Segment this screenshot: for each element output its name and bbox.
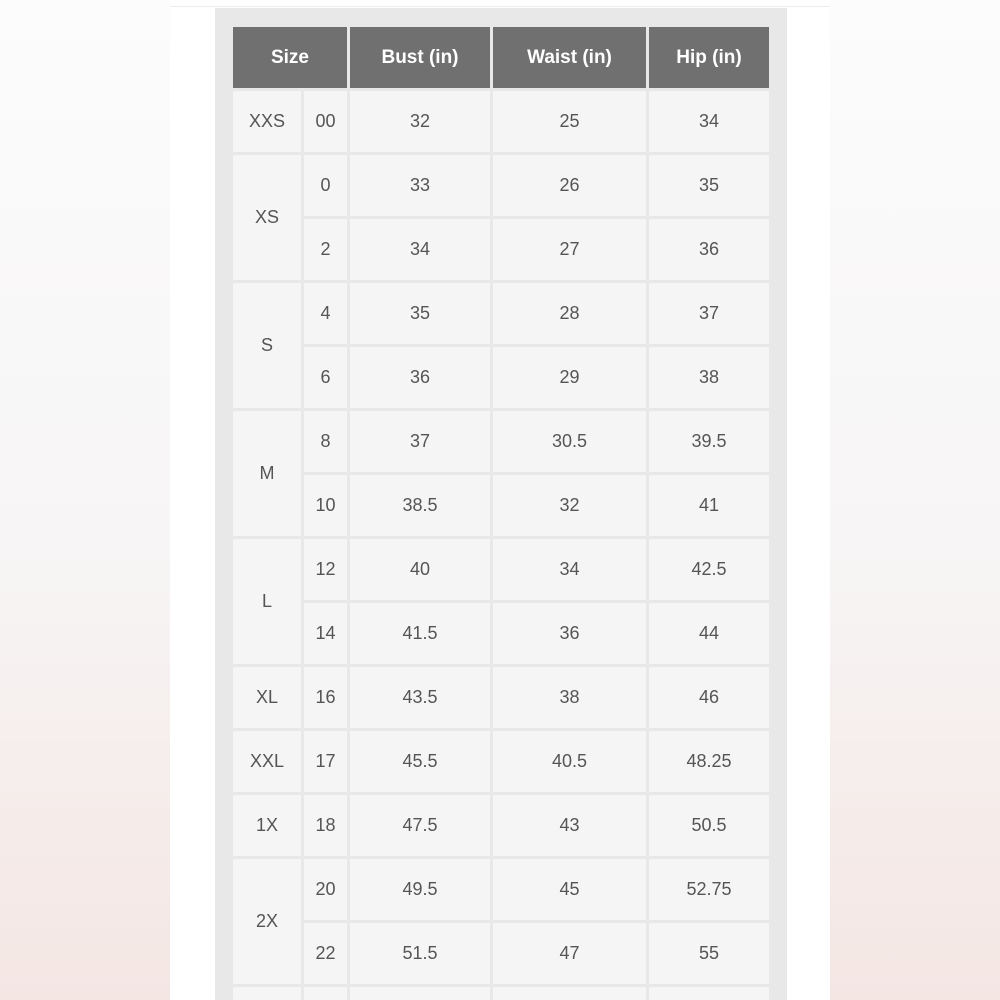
table-row [233, 603, 769, 664]
table-body [233, 91, 769, 1000]
table-row [233, 539, 769, 600]
table-row [233, 411, 769, 472]
size-number-cell: 4 [304, 283, 347, 344]
top-divider [170, 6, 830, 7]
size-chart-panel [215, 8, 787, 1000]
size-label-cell: XL [233, 667, 301, 728]
waist-cell: 40.5 [493, 731, 646, 792]
hip-cell: 42.5 [649, 539, 769, 600]
empty-cell [304, 987, 347, 1000]
bust-cell: 33 [350, 155, 490, 216]
bust-cell: 32 [350, 91, 490, 152]
header-waist: Waist (in) [493, 27, 646, 88]
size-label-cell: 1X [233, 795, 301, 856]
bust-cell: 51.5 [350, 923, 490, 984]
size-number-cell: 2 [304, 219, 347, 280]
page [170, 0, 830, 1000]
size-number-cell: 14 [304, 603, 347, 664]
bust-cell: 45.5 [350, 731, 490, 792]
bust-cell: 49.5 [350, 859, 490, 920]
empty-cell [649, 987, 769, 1000]
bust-cell: 47.5 [350, 795, 490, 856]
table-row [233, 155, 769, 216]
size-number-cell: 22 [304, 923, 347, 984]
hip-cell: 50.5 [649, 795, 769, 856]
table-row [233, 347, 769, 408]
waist-cell: 27 [493, 219, 646, 280]
waist-cell: 47 [493, 923, 646, 984]
size-number-cell: 17 [304, 731, 347, 792]
hip-cell: 38 [649, 347, 769, 408]
size-number-cell: 20 [304, 859, 347, 920]
waist-cell: 26 [493, 155, 646, 216]
hip-cell: 37 [649, 283, 769, 344]
hip-cell: 41 [649, 475, 769, 536]
background-left [0, 0, 170, 1000]
bust-cell: 40 [350, 539, 490, 600]
table-row [233, 475, 769, 536]
hip-cell: 34 [649, 91, 769, 152]
bust-cell: 34 [350, 219, 490, 280]
waist-cell: 38 [493, 667, 646, 728]
waist-cell: 29 [493, 347, 646, 408]
size-label-cell: XXL [233, 731, 301, 792]
table-row [233, 923, 769, 984]
size-number-cell: 0 [304, 155, 347, 216]
background-right [830, 0, 1000, 1000]
size-number-cell: 12 [304, 539, 347, 600]
bust-cell: 36 [350, 347, 490, 408]
waist-cell: 34 [493, 539, 646, 600]
bust-cell: 35 [350, 283, 490, 344]
waist-cell: 28 [493, 283, 646, 344]
waist-cell: 25 [493, 91, 646, 152]
table-row-partial [233, 987, 769, 1000]
size-number-cell: 8 [304, 411, 347, 472]
size-label-cell: M [233, 411, 301, 536]
hip-cell: 52.75 [649, 859, 769, 920]
waist-cell: 45 [493, 859, 646, 920]
bust-cell: 37 [350, 411, 490, 472]
table-row [233, 283, 769, 344]
table-row [233, 91, 769, 152]
empty-cell [493, 987, 646, 1000]
size-number-cell: 00 [304, 91, 347, 152]
header-size: Size [233, 27, 347, 88]
hip-cell: 36 [649, 219, 769, 280]
size-label-cell: L [233, 539, 301, 664]
table-row [233, 795, 769, 856]
size-number-cell: 18 [304, 795, 347, 856]
hip-cell: 55 [649, 923, 769, 984]
hip-cell: 46 [649, 667, 769, 728]
size-number-cell: 6 [304, 347, 347, 408]
table-row [233, 219, 769, 280]
bust-cell: 38.5 [350, 475, 490, 536]
table-row [233, 859, 769, 920]
empty-cell [350, 987, 490, 1000]
header-hip: Hip (in) [649, 27, 769, 88]
waist-cell: 32 [493, 475, 646, 536]
bust-cell: 41.5 [350, 603, 490, 664]
hip-cell: 48.25 [649, 731, 769, 792]
size-label-cell: 2X [233, 859, 301, 984]
empty-cell [233, 987, 301, 1000]
bust-cell: 43.5 [350, 667, 490, 728]
header-row [233, 27, 769, 88]
size-label-cell: XS [233, 155, 301, 280]
waist-cell: 36 [493, 603, 646, 664]
hip-cell: 39.5 [649, 411, 769, 472]
waist-cell: 30.5 [493, 411, 646, 472]
size-number-cell: 16 [304, 667, 347, 728]
waist-cell: 43 [493, 795, 646, 856]
header-bust: Bust (in) [350, 27, 490, 88]
hip-cell: 44 [649, 603, 769, 664]
size-label-cell: XXS [233, 91, 301, 152]
size-number-cell: 10 [304, 475, 347, 536]
table-row [233, 667, 769, 728]
size-label-cell: S [233, 283, 301, 408]
size-chart-table [230, 24, 772, 1000]
table-row [233, 731, 769, 792]
hip-cell: 35 [649, 155, 769, 216]
